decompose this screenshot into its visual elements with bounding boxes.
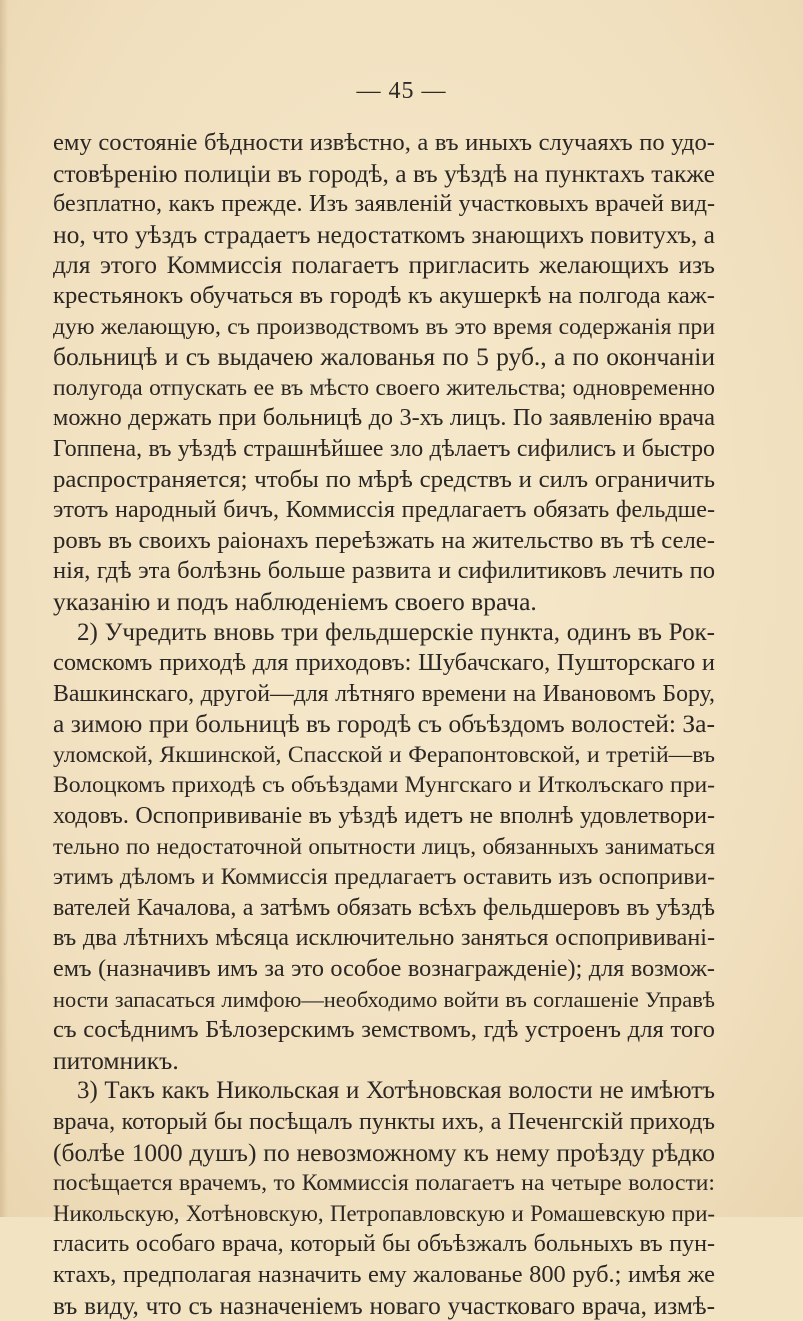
text-line: стовѣренію полиціи въ городѣ, а въ уѣздѣ на пунктахъ также [53, 158, 715, 188]
text-line: ему состояніе бѣдности извѣстно, а въ иныхъ случаяхъ по удо- [53, 129, 715, 156]
text-line: питомникъ. [53, 1045, 179, 1075]
text-line: 3) Такъ какъ Никольская и Хотѣновская волости не имѣютъ [77, 1077, 715, 1105]
text-line: ходовъ. Оспопрививаніе въ уѣздѣ идетъ не вполнѣ удовлетвори- [53, 803, 715, 830]
text-line: уломской, Якшинской, Спасской и Ферапонтовской, и третій—въ [53, 741, 715, 768]
text-line: можно держать при больницѣ до 3-хъ лицъ. По заявленію врача [53, 404, 715, 432]
text-line: указанію и подъ наблюденіемъ своего врача. [53, 586, 537, 616]
text-line: но, что уѣздъ страдаетъ недостаткомъ знающихъ повитухъ, а [53, 219, 715, 249]
text-line: ровъ въ своихъ раіонахъ переѣзжать на жительство въ тѣ селе- [53, 526, 715, 554]
text-line: сомскомъ приходѣ для приходовъ: Шубачскаго, Пушторскаго и [53, 649, 715, 677]
text-line: Волоцкомъ приходѣ съ объѣздами Мунгскаго и Итколъскаго при- [53, 772, 715, 799]
text-line: 2) Учредить вновь три фельдшерскіе пункта, одинъ въ Рок- [77, 618, 715, 646]
text-line: посѣщается врачемъ, то Коммиссія полагаетъ на четыре волости: [53, 1170, 715, 1197]
text-line: Вашкинскаго, другой—для лѣтняго времени на Ивановомъ Бору, [53, 680, 715, 707]
text-line: (болѣе 1000 душъ) по невозможному къ нему проѣзду рѣдко [53, 1137, 715, 1167]
text-line: ктахъ, предполагая назначить ему жалованье 800 руб.; имѣя же [53, 1260, 715, 1288]
page-number: — 45 — [356, 78, 447, 104]
text-line: Никольскую, Хотѣновскую, Петропавловскую и Ромашевскую при- [53, 1200, 715, 1226]
text-line: гласить особаго врача, который бы объѣзжалъ больныхъ въ пун- [53, 1231, 715, 1258]
text-line: больницѣ и съ выдачею жалованья по 5 руб., а по окончаніи [53, 342, 715, 372]
text-line: нія, гдѣ эта болѣзнь больше развита и сифилитиковъ лечить по [53, 557, 715, 585]
text-line: въ виду, что съ назначеніемъ новаго участковаго врача, измѣ- [53, 1291, 715, 1320]
text-line: для этого Коммиссія полагаетъ пригласить желающихъ изъ [53, 250, 715, 280]
text-line: этотъ народный бичъ, Коммиссія предлагаетъ обязать фельдше- [53, 496, 715, 524]
body-text [53, 128, 715, 1321]
text-line: безплатно, какъ прежде. Изъ заявленій участковыхъ врачей вид- [53, 191, 715, 218]
page-binding-edge [0, 0, 8, 1217]
text-line: полугода отпускать ее въ мѣсто своего жительства; одновременно [53, 374, 715, 401]
text-line: ности запасаться лимфою—необходимо войти въ соглашеніе Управѣ [53, 986, 715, 1012]
text-line: крестьянокъ обучаться въ городѣ къ акушеркѣ на полгода каж- [53, 281, 715, 309]
text-line: дую желающую, съ производствомъ въ это время содержанія при [53, 313, 715, 340]
text-line: тельно по недостаточной опытности лицъ, обязанныхъ заниматься [53, 833, 715, 860]
text-line: Гоппена, въ уѣздѣ страшнѣйшее зло дѣлаетъ сифилисъ и быстро [53, 435, 715, 462]
text-line: распространяется; чтобы по мѣрѣ средствъ и силъ ограничить [53, 465, 715, 493]
text-line: съ сосѣднимъ Бѣлозерскимъ земствомъ, гдѣ устроенъ для того [53, 1016, 715, 1044]
text-line: а зимою при больницѣ въ городѣ съ объѣздомъ волостей: За- [53, 709, 715, 739]
text-line: врача, который бы посѣщалъ пункты ихъ, а Печенгскій приходъ [53, 1108, 715, 1135]
text-line: емъ (назначивъ имъ за это особое вознагражденіе); для возмож- [53, 955, 715, 983]
text-line: вателей Качалова, а затѣмъ обязать всѣхъ фельдшеровъ въ уѣздѣ [53, 894, 715, 921]
text-line: этимъ дѣломъ и Коммиссія предлагаетъ оставить изъ оспоприви- [53, 864, 715, 891]
text-line: въ два лѣтнихъ мѣсяца исключительно заняться оспопрививані- [53, 925, 715, 952]
